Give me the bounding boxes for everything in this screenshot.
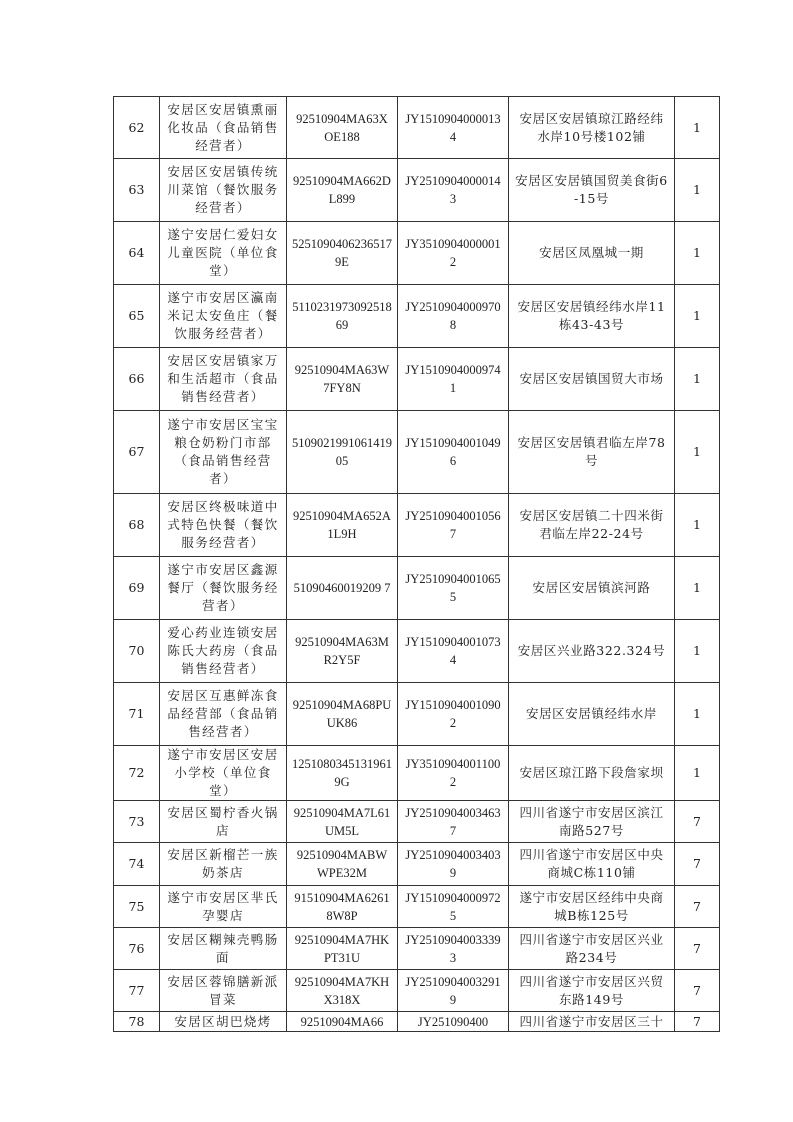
business-address: 四川省遂宁市安居区滨江南路527号: [509, 801, 675, 843]
license-number: JY15109040009725: [398, 886, 509, 928]
business-address: 遂宁市安居区经纬中央商城B栋125号: [509, 886, 675, 928]
business-name: 安居区安居镇传统川菜馆（餐饮服务经营者）: [160, 159, 287, 222]
business-address: 安居区安居镇滨河路: [509, 557, 675, 620]
license-number: JY25109040010655: [398, 557, 509, 620]
license-number: JY15109040009741: [398, 348, 509, 411]
license-number: JY25109040032919: [398, 970, 509, 1012]
credit-code: 92510904MA66: [287, 1012, 398, 1032]
count-value: 7: [675, 843, 720, 886]
credit-code: 51090460019209 7: [287, 557, 398, 620]
credit-code: 92510904MA652A1L9H: [287, 494, 398, 557]
count-value: 7: [675, 928, 720, 970]
row-number: 77: [114, 970, 160, 1012]
table-row: [114, 928, 720, 970]
row-number: 64: [114, 222, 160, 285]
count-value: 1: [675, 411, 720, 494]
business-address: 安居区安居镇琼江路经纬水岸10号楼102铺: [509, 97, 675, 159]
business-address: 安居区安居镇国贸美食街6-15号: [509, 159, 675, 222]
table-row: [114, 348, 720, 411]
row-number: 73: [114, 801, 160, 843]
license-number: JY25109040034637: [398, 801, 509, 843]
license-number: JY25109040010567: [398, 494, 509, 557]
credit-code: 511023197309251869: [287, 285, 398, 348]
table-row: [114, 557, 720, 620]
table-row: [114, 285, 720, 348]
row-number: 78: [114, 1012, 160, 1032]
row-number: 72: [114, 746, 160, 801]
business-name: 遂宁安居仁爱妇女儿童医院（单位食堂）: [160, 222, 287, 285]
credit-code: 92510904MA63MR2Y5F: [287, 620, 398, 683]
count-value: 1: [675, 557, 720, 620]
count-value: 1: [675, 494, 720, 557]
row-number: 69: [114, 557, 160, 620]
business-name: 安居区蜀柠香火锅店: [160, 801, 287, 843]
business-name: 爱心药业连锁安居陈氏大药房（食品销售经营者）: [160, 620, 287, 683]
business-name: 安居区互惠鲜冻食品经营部（食品销售经营者）: [160, 683, 287, 746]
count-value: 1: [675, 620, 720, 683]
table-row: [114, 1012, 720, 1032]
business-name: 遂宁市安居区宝宝粮仓奶粉门市部（食品销售经营者）: [160, 411, 287, 494]
table-row: [114, 683, 720, 746]
credit-code: 52510904062365179E: [287, 222, 398, 285]
row-number: 71: [114, 683, 160, 746]
credit-code: 92510904MA63W7FY8N: [287, 348, 398, 411]
row-number: 70: [114, 620, 160, 683]
business-name: 安居区胡巴烧烤: [160, 1012, 287, 1032]
business-address: 四川省遂宁市安居区兴贸东路149号: [509, 970, 675, 1012]
business-address: 四川省遂宁市安居区中央商城C栋110铺: [509, 843, 675, 886]
business-address: 安居区安居镇经纬水岸11栋43-43号: [509, 285, 675, 348]
credit-code: 92510904MA662DL899: [287, 159, 398, 222]
row-number: 76: [114, 928, 160, 970]
credit-code: 92510904MA68PUUK86: [287, 683, 398, 746]
row-number: 68: [114, 494, 160, 557]
table-row: [114, 97, 720, 159]
credit-code: 510902199106141905: [287, 411, 398, 494]
business-name: 遂宁市安居区鑫源餐厅（餐饮服务经营者）: [160, 557, 287, 620]
table-row: [114, 746, 720, 801]
business-name: 安居区安居镇家万和生活超市（食品销售经营者）: [160, 348, 287, 411]
registry-table: [113, 96, 720, 1032]
business-name: 安居区蓉锦膳新派冒菜: [160, 970, 287, 1012]
business-address: 安居区凤凰城一期: [509, 222, 675, 285]
business-name: 安居区糊辣壳鸭肠面: [160, 928, 287, 970]
credit-code: 92510904MA7L61UM5L: [287, 801, 398, 843]
row-number: 65: [114, 285, 160, 348]
row-number: 63: [114, 159, 160, 222]
count-value: 1: [675, 285, 720, 348]
count-value: 7: [675, 801, 720, 843]
table-row: [114, 843, 720, 886]
count-value: 1: [675, 222, 720, 285]
row-number: 74: [114, 843, 160, 886]
table-row: [114, 159, 720, 222]
license-number: JY25109040033393: [398, 928, 509, 970]
credit-code: 92510904MA7KHX318X: [287, 970, 398, 1012]
license-number: JY15109040000134: [398, 97, 509, 159]
registry-table-body: [114, 97, 720, 1032]
count-value: 1: [675, 683, 720, 746]
license-number: JY251090400: [398, 1012, 509, 1032]
count-value: 7: [675, 886, 720, 928]
license-number: JY25109040000143: [398, 159, 509, 222]
business-name: 遂宁市安居区安居小学校（单位食堂）: [160, 746, 287, 801]
license-number: JY15109040010734: [398, 620, 509, 683]
business-name: 安居区新榴芒一族奶茶店: [160, 843, 287, 886]
license-number: JY35109040011002: [398, 746, 509, 801]
row-number: 66: [114, 348, 160, 411]
count-value: 1: [675, 746, 720, 801]
row-number: 67: [114, 411, 160, 494]
business-address: 安居区安居镇经纬水岸: [509, 683, 675, 746]
business-name: 遂宁市安居区瀛南米记太安鱼庄（餐饮服务经营者）: [160, 285, 287, 348]
business-address: 安居区安居镇二十四米街君临左岸22-24号: [509, 494, 675, 557]
license-number: JY25109040009708: [398, 285, 509, 348]
count-value: 1: [675, 97, 720, 159]
table-row: [114, 801, 720, 843]
business-address: 四川省遂宁市安居区兴业路234号: [509, 928, 675, 970]
credit-code: 92510904MA7HKPT31U: [287, 928, 398, 970]
business-address: 安居区安居镇国贸大市场: [509, 348, 675, 411]
count-value: 1: [675, 348, 720, 411]
business-name: 安居区安居镇熏丽化妆品（食品销售经营者）: [160, 97, 287, 159]
license-number: JY35109040000012: [398, 222, 509, 285]
count-value: 1: [675, 159, 720, 222]
business-address: 安居区琼江路下段詹家坝: [509, 746, 675, 801]
credit-code: 91510904MA62618W8P: [287, 886, 398, 928]
table-row: [114, 886, 720, 928]
business-name: 安居区终极味道中式特色快餐（餐饮服务经营者）: [160, 494, 287, 557]
count-value: 7: [675, 1012, 720, 1032]
license-number: JY15109040010902: [398, 683, 509, 746]
credit-code: 12510803451319619G: [287, 746, 398, 801]
table-row: [114, 494, 720, 557]
credit-code: 92510904MABWWPE32M: [287, 843, 398, 886]
table-row: [114, 620, 720, 683]
license-number: JY15109040010496: [398, 411, 509, 494]
business-address: 四川省遂宁市安居区三十: [509, 1012, 675, 1032]
business-address: 安居区兴业路322.324号: [509, 620, 675, 683]
row-number: 62: [114, 97, 160, 159]
table-row: [114, 970, 720, 1012]
count-value: 7: [675, 970, 720, 1012]
table-row: [114, 222, 720, 285]
table-row: [114, 411, 720, 494]
credit-code: 92510904MA63XOE188: [287, 97, 398, 159]
business-name: 遂宁市安居区芈氏孕婴店: [160, 886, 287, 928]
business-address: 安居区安居镇君临左岸78号: [509, 411, 675, 494]
license-number: JY25109040034039: [398, 843, 509, 886]
row-number: 75: [114, 886, 160, 928]
